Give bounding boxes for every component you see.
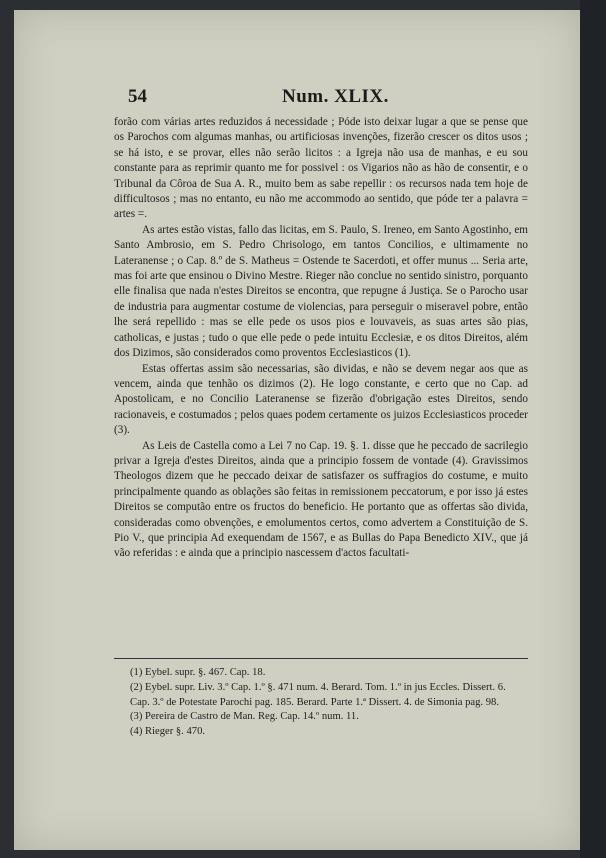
footnote: (1) Eybel. supr. §. 467. Cap. 18. [130,667,266,678]
paragraph: As artes estão vistas, fallo das licitas, em S. Paulo, S. Ireneo, em Santo Agostinho, em Santo Ambrosio, em S. Pedro Chrisologo, em tantos Concilios, e ultimamente no Lateranense ; o Cap. 8.º de S. Matheus = Ostende te Sacerdoti, et offer munus ... Seria arte, mas foi arte que ensinou o Divino Mestre. Rieger não conclue no sentido sinistro, porquanto elle finalisa que nada n'estes Direitos se encontra, que repugne á Justiça. Se o Parocho usar de industria para augmentar costume de violencias, para perseguir o miseravel pobre, então lhe será repellido : mas se elle pede os usos pios e louvaveis, as suas artes são pias, catholicas, e justas ; tudo o que elle pede o pede intuitu Ecclesiæ, e os ditos Direitos, além dos Dizimos, são considerados como proventos Ecclesiasticos (1). [114,223,528,360]
paragraph: As Leis de Castella como a Lei 7 no Cap. 19. §. 1. disse que he peccado de sacrilegio privar a Igreja d'estes Direitos, ainda que a principio fossem de vontade (4). Gravissimos Theologos dizem que he peccado deixar de satisfazer os suffragios do costume, e muito principalmente quando as oblações são feitas in remissionem peccatorum, e por isso já estes Direitos se computão entre os fructos do beneficio. He portanto que as offertas são divida, consideradas como obvenções, e emolumentos certos, como advertem a Constituição de S. Pio V., que principia Ad exequendam de 1567, e as Bullas do Papa Benedicto XIV., que já vão referidas : e ainda que a principio nascessem d'actos facultati- [114,439,528,560]
body-text [114,115,528,562]
paragraph: forão com várias artes reduzidos á necessidade ; Póde isto deixar lugar a que se pense que os Parochos com algumas manhas, ou artificiosas invenções, fizerão crescer os ditos usos ; se há isto, e se provar, elles não serão licitos : a Igreja não usa de manhas, e eu sou constante para as reprimir quanto me for possivel : os Vigarios não as hão de consentir, e o Tribunal da Côroa de Sua A. R., muito bem as sabe repellir : os recursos nada tem hoje de difficultosos ; mas no entanto, eu não me accommodo ao sentido, que póde ter a palavra = artes =. [114,116,528,221]
page-title: Num. XLIX. [282,86,389,107]
page-header [128,86,428,110]
footnotes [114,666,528,740]
paragraph: Estas offertas assim são necessarias, são dividas, e não se devem negar aos que as vencem, ainda que tenhão os dizimos (2). He logo constante, e certo que no Cap. ad Apostolicam, e no Concilio Lateranense se fizerão d'obrigação estes Direitos, sendo racionaveis, e costumados ; pelos quaes podem certamente os juizos Ecclesiasticos proceder (3). [114,362,528,437]
footnote-divider [114,658,528,659]
footnote: (3) Pereira de Castro de Man. Reg. Cap. 14.º num. 11. [130,711,359,723]
book-spine [580,0,606,858]
footnote: (4) Rieger §. 470. [130,726,206,738]
page-number: 54 [128,86,147,107]
footnote: (2) Eybel. supr. Liv. 3.º Cap. 1.º §. 471 num. 4. Berard. Tom. 1.º in jus Eccles. Dissert. 6. Cap. 3.º de Potestate Parochi pag. 185. Berard. Parte 1.ª Dissert. 4. de Simonia pag. 98. [130,681,506,708]
